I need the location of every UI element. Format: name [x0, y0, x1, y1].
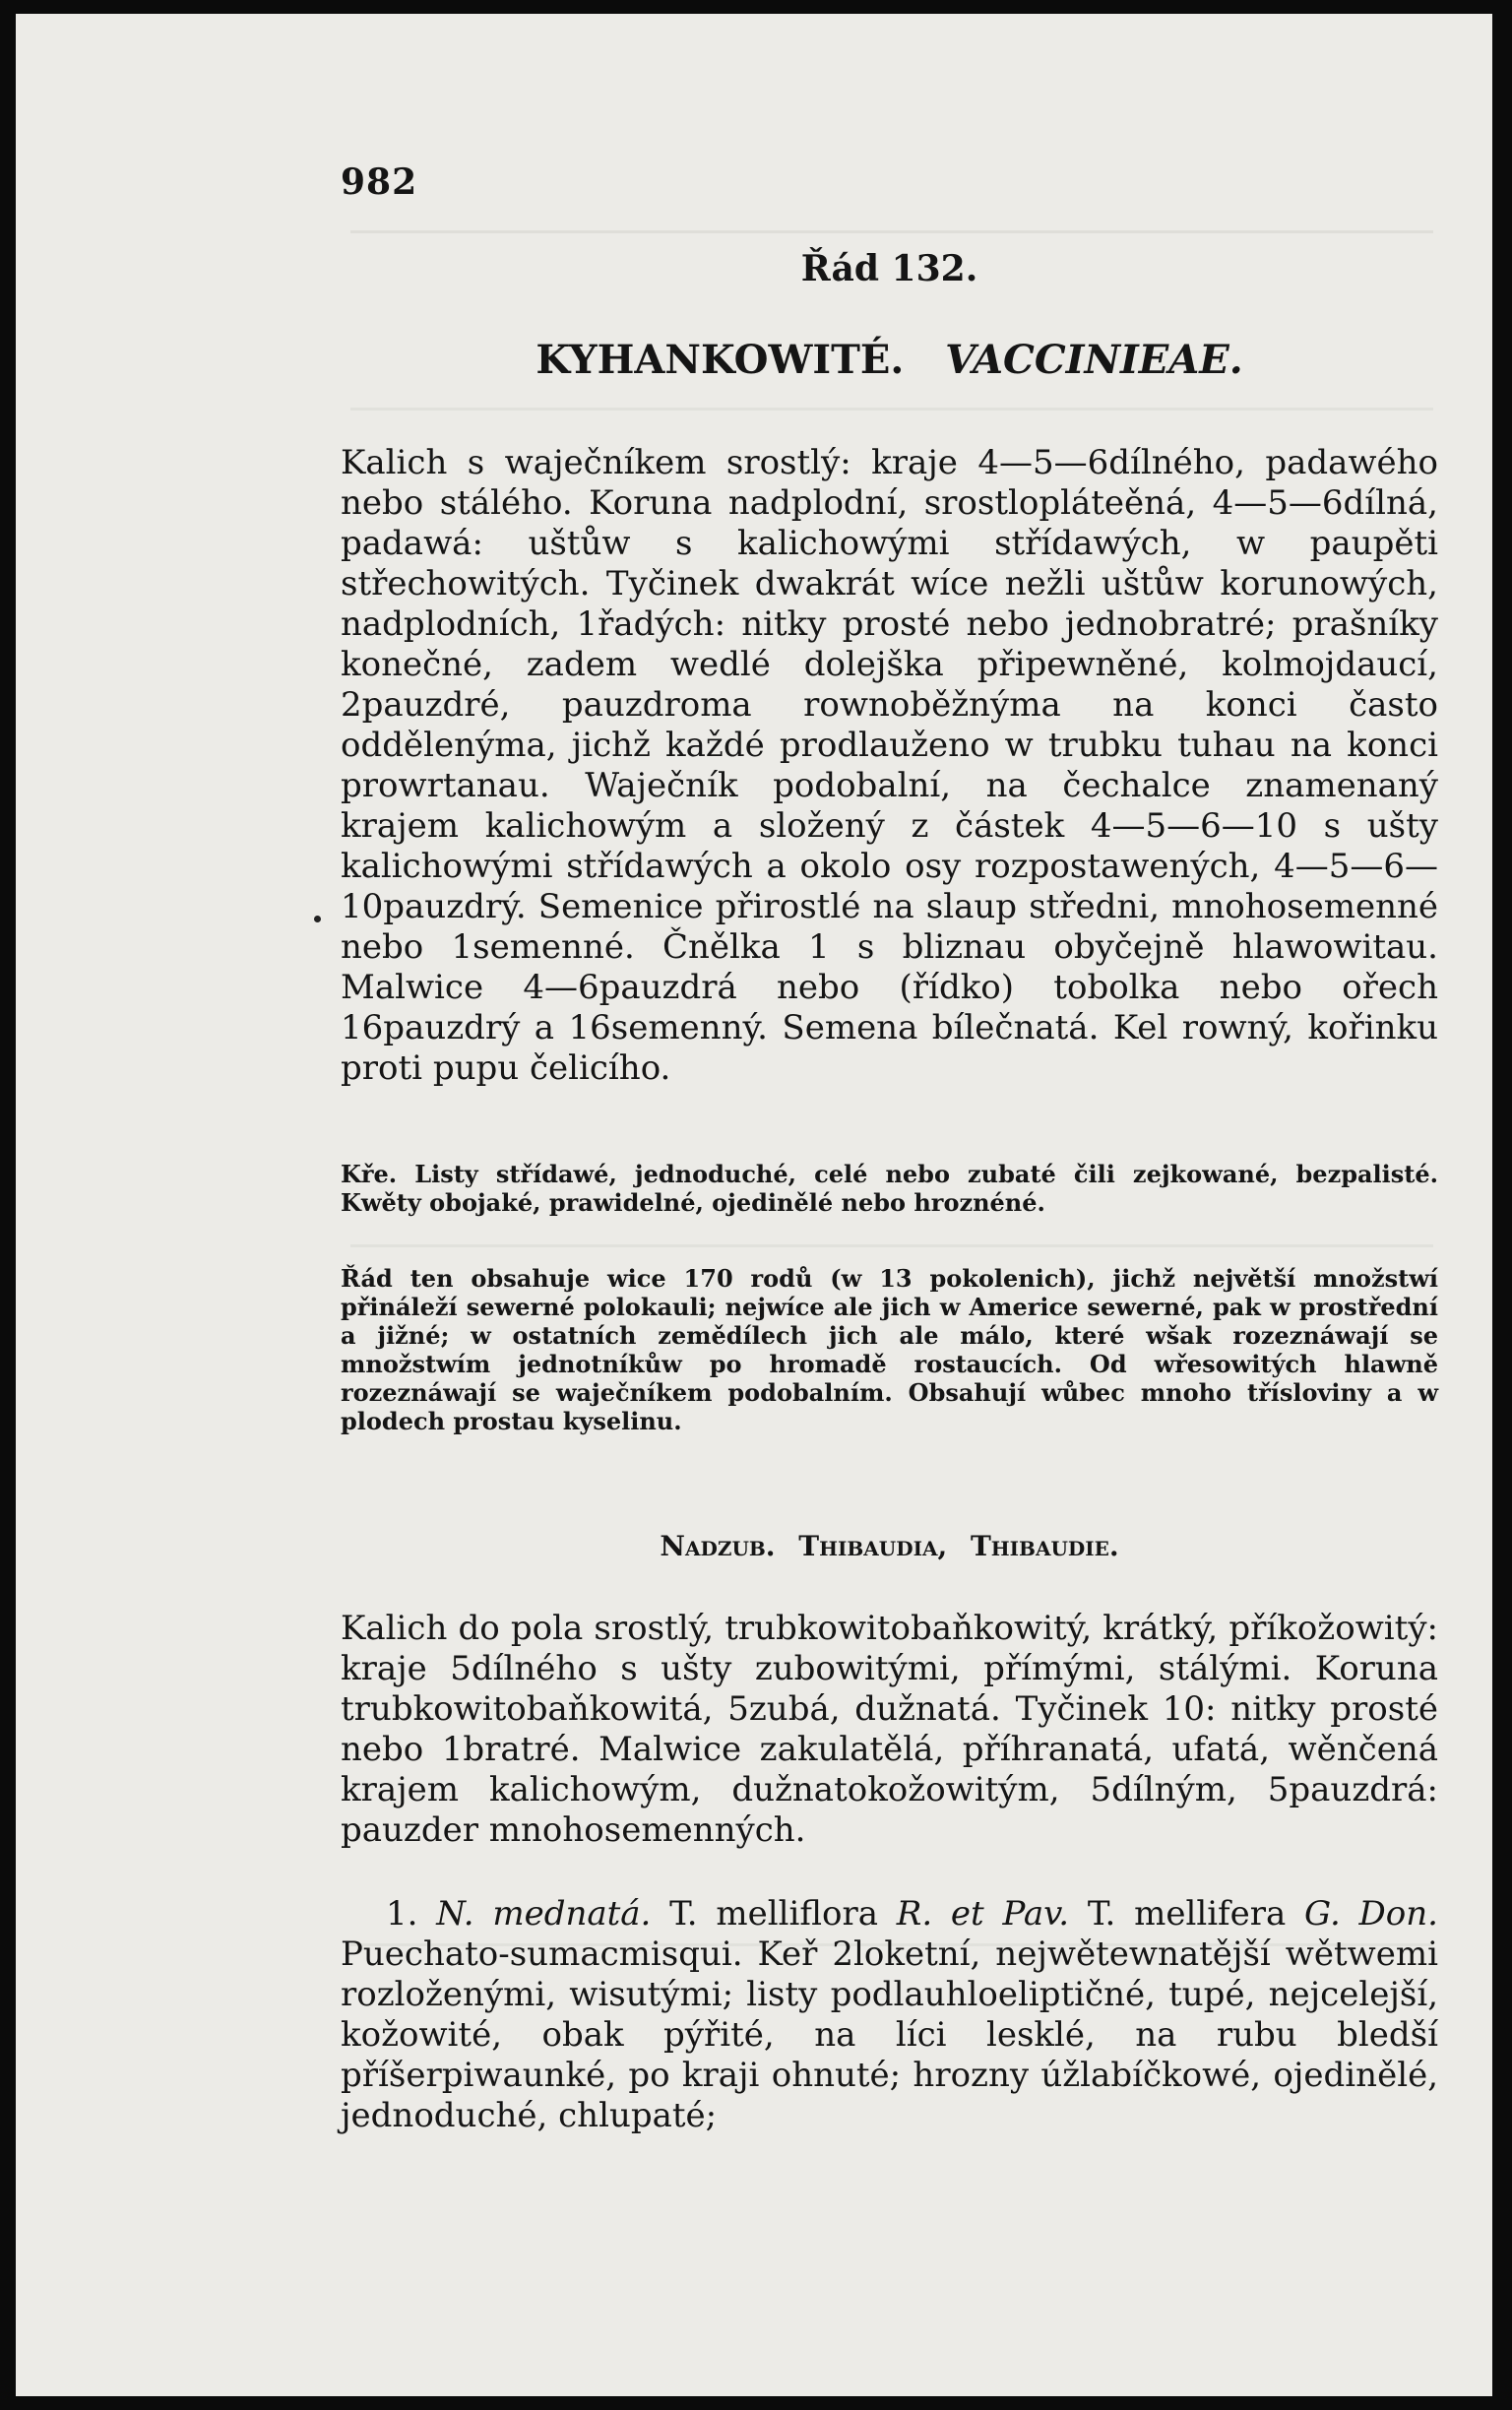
genus-heading: Nadzub. Thibaudia, Thibaudie. [660, 1530, 1119, 1562]
order-heading: Řád 132. [800, 248, 978, 289]
species-number: 1. [386, 1894, 418, 1934]
species-entry [341, 1894, 1438, 2136]
family-heading [341, 337, 1438, 383]
synonym-1-genus: T. [669, 1894, 698, 1934]
show-through-line [350, 230, 1433, 233]
family-description: Kalich s waječníkem srostlý: kraje 4—5—6dílného, padawého nebo stálého. Koruna nadplodní, srostlopláteěná, 4—5—6dílná, padawá: uštůw s kalichowými střídawých, w paupěti střechowitých. Tyčinek dwakrát wíce nežli uštůw korunowých, nadplodních, 1řadých: nitky prosté nebo jednobratré; prašníky konečné, zadem wedlé dolejška připewněné, kolmojdaucí, 2pauzdré, pauzdroma rownoběžnýma na konci často oddělenýma, jichž každé prodlauženo w trubku tuhau na konci prowrtanau. Waječník podobalní, na čechalce znamenaný krajem kalichowým a složený z částek 4—5—6—10 s ušty kalichowými střídawých a okolo osy rozpostawených, 4—5—6—10pauzdrý. Semenice přirostlé na slaup středni, mnohosemenné nebo 1semenné. Čnělka 1 s bliznau obyčejně hlawowitau. Malwice 4—6pauzdrá nebo (řídko) tobolka nebo ořech 16pauzdrý a 16semenný. Semena bílečnatá. Kel rowný, kořinku proti pupu čelicího. [341, 443, 1438, 1088]
synonym-1-species: melliflora [716, 1894, 879, 1934]
synonym-1-author: R. et Pav. [896, 1894, 1070, 1934]
family-name-latin: VACCINIEAE. [945, 337, 1243, 383]
show-through-line [350, 1244, 1433, 1247]
species-text: Puechato-sumacmisqui. Keř 2loketní, nejwětewnatější wětwemi rozloženými, wisutými; listy podlauhloeliptičné, tupé, nejcelejší, kožowité, obak pýřité, na líci lesklé, na rubu bledší příšerpiwaunké, po kraji ohnuté; hrozny úžlabíčkowé, ojedinělé, jednoduché, chlupaté; [341, 1934, 1438, 2135]
family-name-czech: KYHANKOWITÉ. [536, 337, 905, 383]
plant-characters-note: Kře. Listy střídawé, jednoduché, celé nebo zubaté čili zejkowané, bezpalisté. Kwěty obojaké, prawidelné, ojedinělé nebo hroznéné. [341, 1160, 1438, 1217]
distribution-note: Řád ten obsahuje wice 170 rodů (w 13 pokolenich), jichž největší množstwí přináleží sewerné polokauli; nejwíce ale jich w Americe sewerné, pak w prostřední a jižné; w ostatních zemědílech jich ale málo, které wšak rozeznáwají se množstwím jednotníkůw po hromadě rostaucích. Od wřesowitých hlawně rozeznáwají se waječníkem podobalním. Obsahují wůbec mnoho třísloviny a w plodech prostau kyselinu. [341, 1264, 1438, 1435]
margin-mark [314, 916, 321, 922]
page-number: 982 [341, 161, 418, 203]
synonym-2-author: G. Don. [1304, 1894, 1438, 1934]
show-through-line [350, 408, 1433, 411]
book-page [16, 14, 1492, 2396]
synonym-2-species: mellifera [1134, 1894, 1287, 1934]
genus-description: Kalich do pola srostlý, trubkowitobaňkowitý, krátký, příkožowitý: kraje 5dílného s ušty zubowitými, přímými, stálými. Koruna trubkowitobaňkowitá, 5zubá, dužnatá. Tyčinek 10: nitky prosté nebo 1bratré. Malwice zakulatělá, příhranatá, ufatá, wěnčená krajem kalichowým, dužnatokožowitým, 5dílným, 5pauzdrá: pauzder mnohosemenných. [341, 1609, 1438, 1850]
synonym-2-genus: T. [1087, 1894, 1116, 1934]
species-name: N. mednatá. [436, 1894, 652, 1934]
